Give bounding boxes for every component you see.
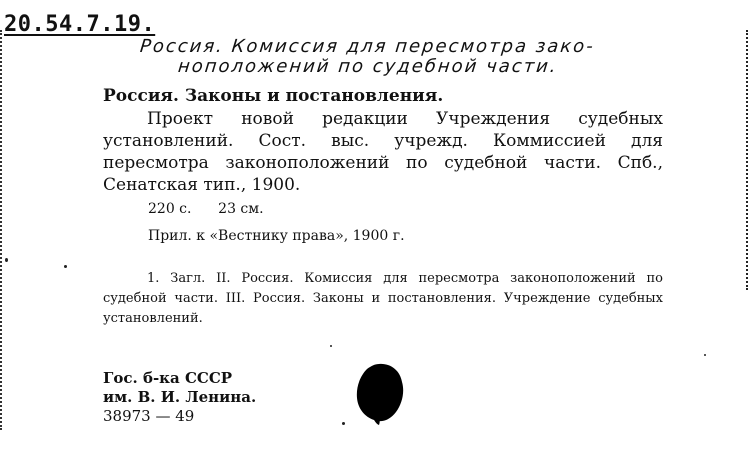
ink-speck	[330, 345, 332, 347]
handwritten-heading-line-1: Россия. Комиссия для пересмотра зако-	[138, 36, 596, 57]
card-left-edge	[0, 30, 4, 430]
tracings: 1. Загл. II. Россия. Комиссия для пересмотра законоположений по судебной части. III. Россия. Законы и постановления. Учреждение судебных установлений.	[103, 271, 663, 326]
ink-blot-stamp	[352, 360, 406, 426]
ink-speck	[342, 422, 345, 425]
main-heading: Россия. Законы и постановления.	[103, 86, 444, 106]
ink-speck	[64, 265, 67, 268]
ink-speck	[704, 354, 706, 356]
shelfmark: 20.54.7.19.	[4, 12, 156, 37]
bibliographic-description: Проект новой редакции Учреждения судебных установлений. Сост. выс. учрежд. Коммиссией для пересмотра законоположений по судебной части. Спб., Сенатская тип., 1900.	[103, 109, 663, 195]
series-note: Прил. к «Вестнику права», 1900 г.	[148, 228, 405, 244]
library-name-line-1: Гос. б-ка СССР	[103, 369, 233, 387]
library-imprint	[103, 369, 256, 426]
library-name-line-2: им. В. И. Ленина.	[103, 388, 257, 406]
card-right-edge	[744, 30, 748, 290]
ink-speck	[5, 258, 8, 262]
physical-description: 220 с. 23 см.	[148, 201, 264, 217]
card-number: 38973 — 49	[103, 407, 195, 425]
handwritten-heading-line-2: ноположений по судебной части.	[176, 56, 559, 77]
